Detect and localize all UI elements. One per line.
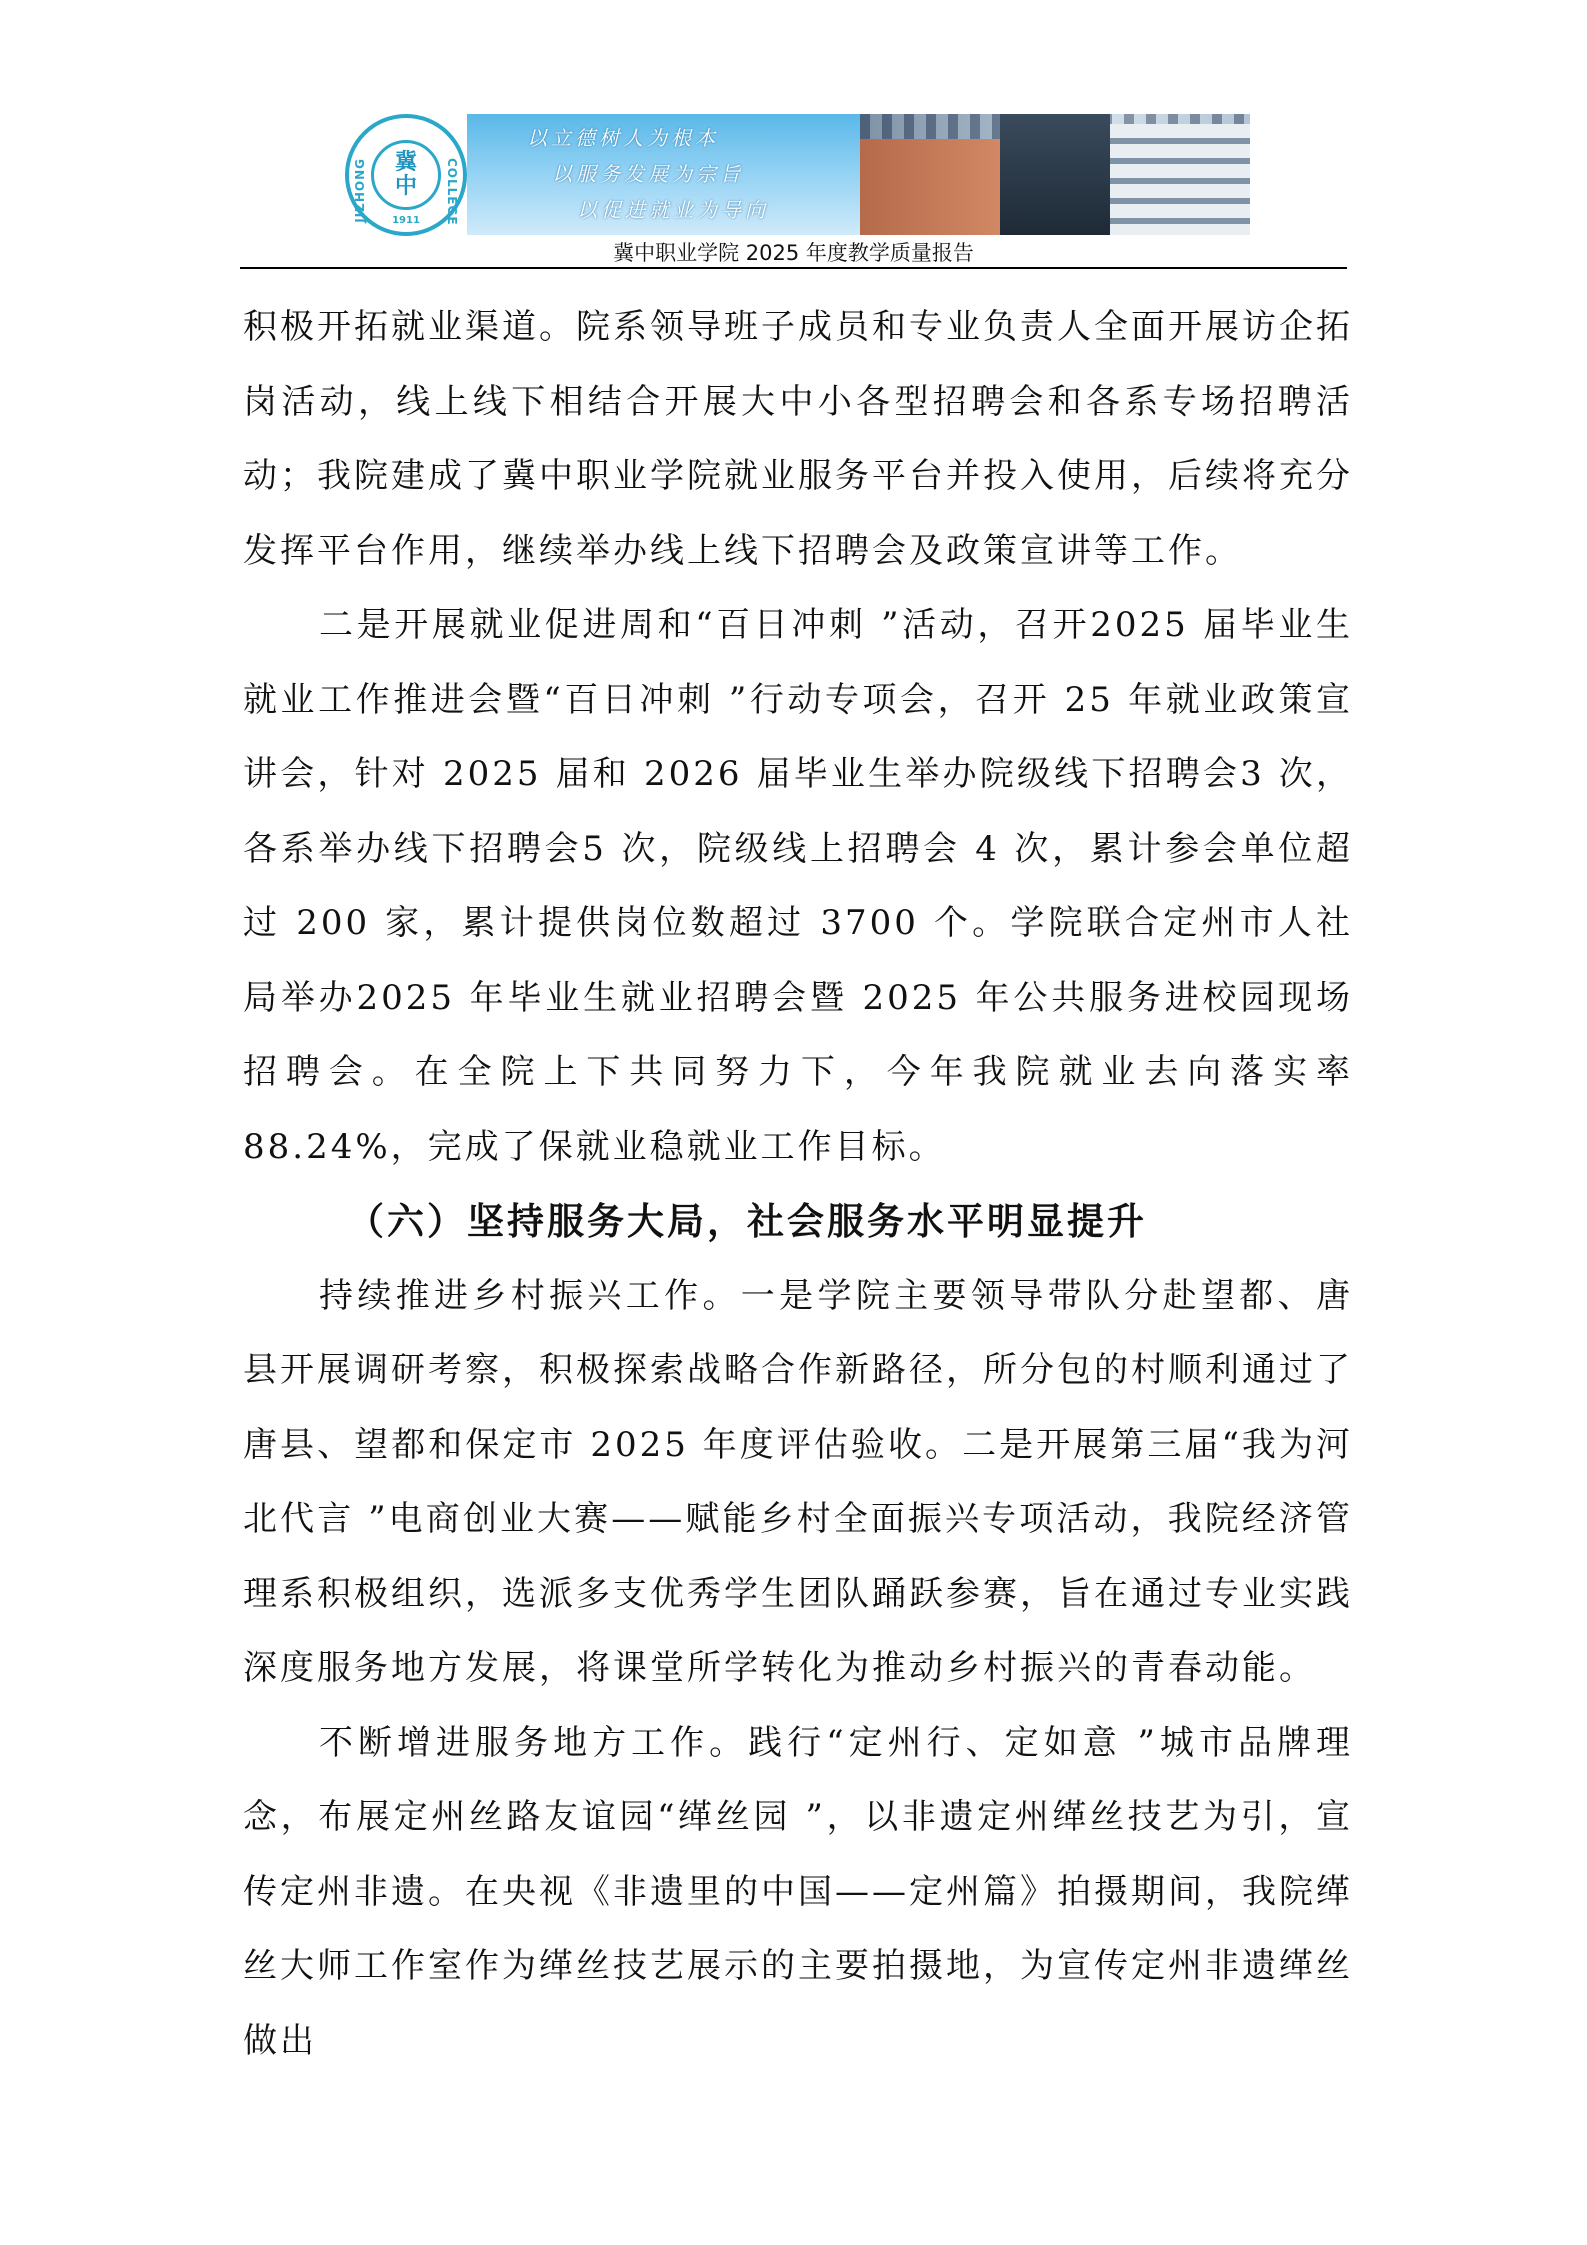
paragraph-3: 持续推进乡村振兴工作。一是学院主要领导带队分赴望都、唐县开展调研考察，积极探索战略合作新路径，所分包的村顺利通过了唐县、望都和保定市 2025 年度评估验收。二是开展第三届“我为河北代言 ”电商创业大赛——赋能乡村全面振兴专项活动，我院经济管理系积极组织，选派多支优秀学生团队踊跃参赛，旨在通过专业实践深度服务地方发展，将课堂所学转化为推动乡村振兴的青春动能。: [243, 1275, 1353, 1688]
logo-char-top: 冀: [394, 150, 417, 175]
logo-char-bottom: 中: [394, 174, 417, 199]
banner-slogan-3: 以促进就业为导向: [577, 198, 769, 222]
logo-inner-circle: [371, 140, 441, 210]
building-white-facade: [1110, 124, 1250, 235]
banner-slogan-1: 以立德树人为根本: [527, 126, 719, 150]
page-body: [243, 290, 1353, 2078]
paragraph-1: 积极开拓就业渠道。院系领导班子成员和专业负责人全面开展访企拓岗活动，线上线下相结合开展大中小各型招聘会和各系专场招聘活动；我院建成了冀中职业学院就业服务平台并投入使用，后续将充分发挥平台作用，继续举办线上线下招聘会及政策宣讲等工作。: [243, 307, 1353, 571]
logo-ring-bottom-text: 1911: [392, 215, 420, 226]
logo-ring-left-text: JIZHONG: [353, 158, 367, 223]
page-header: [0, 0, 1587, 270]
college-logo: [345, 114, 467, 236]
report-subtitle: 冀中职业学院 2025 年度教学质量报告: [613, 241, 974, 265]
paragraph-2: 二是开展就业促进周和“百日冲刺 ”活动，召开2025 届毕业生就业工作推进会暨“百日冲刺 ”行动专项会，召开 25 年就业政策宣讲会，针对 2025 届和 2026 届毕业生举办院级线下招聘会3 次，各系举办线下招聘会5 次，院级线上招聘会 4 次，累计参会单位超过 200 家，累计提供岗位数超过 3700 个。学院联合定州市人社局举办2025 年毕业生就业招聘会暨 2025 年公共服务进校园现场招聘会。在全院上下共同努力下，今年我院就业去向落实率88.24%，完成了保就业稳就业工作目标。: [243, 605, 1353, 1167]
logo-ring-right-text: COLLEGE: [445, 158, 459, 226]
section-heading: （六）坚持服务大局，社会服务水平明显提升: [347, 1199, 1147, 1243]
building-tower: [860, 139, 1010, 235]
header-banner-image: [467, 114, 1250, 235]
building-dark-facade: [1000, 114, 1110, 235]
paragraph-4: 不断增进服务地方工作。践行“定州行、定如意 ”城市品牌理念，布展定州丝路友谊园“缂丝园 ”，以非遗定州缂丝技艺为引，宣传定州非遗。在央视《非遗里的中国——定州篇》拍摄期间，我院缂丝大师工作室作为缂丝技艺展示的主要拍摄地，为宣传定州非遗缂丝做出: [243, 1722, 1353, 2061]
header-divider: [240, 267, 1347, 269]
banner-slogan-2: 以服务发展为宗旨: [552, 162, 744, 186]
banner-building-photo: [860, 114, 1250, 235]
